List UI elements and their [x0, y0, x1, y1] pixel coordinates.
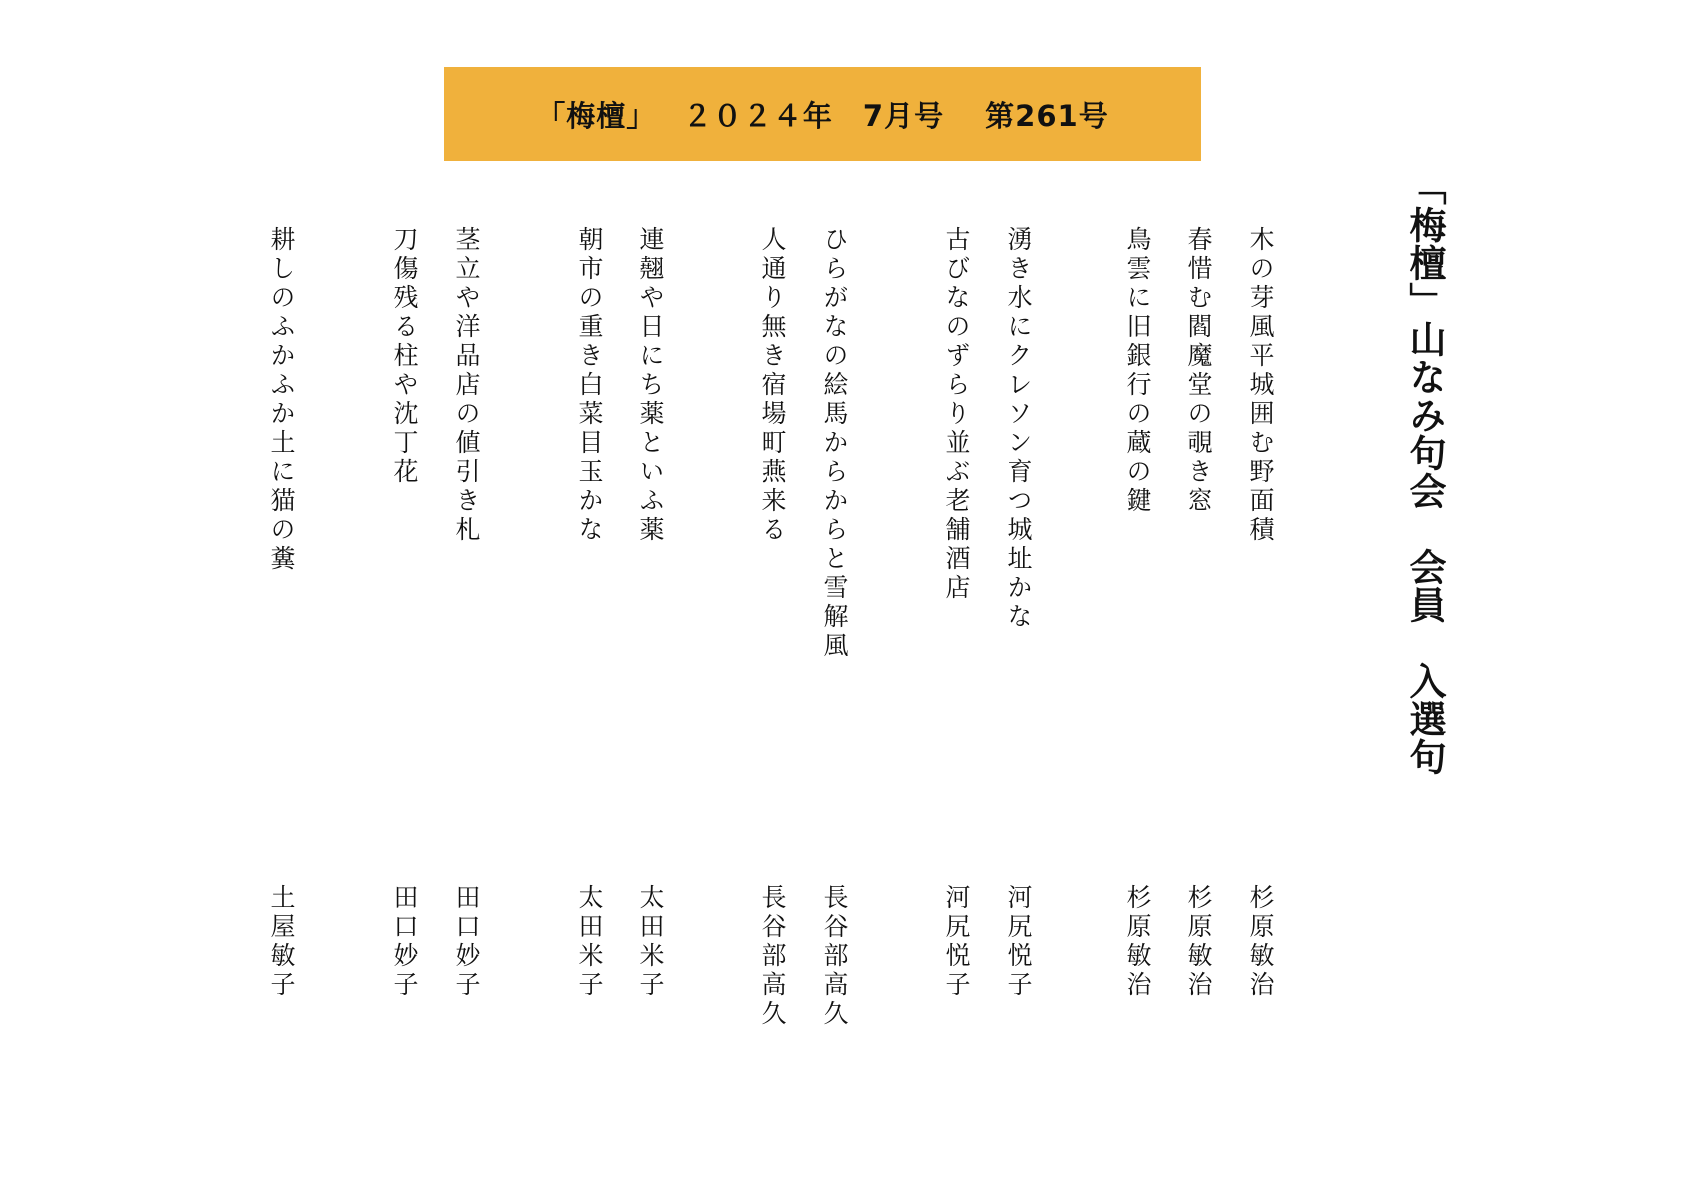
- haiku-text: ひらがなの絵馬からからと雪解風: [820, 226, 849, 661]
- haiku-author: 長谷部高久: [758, 884, 787, 1029]
- haiku-author: 太田米子: [636, 884, 665, 1000]
- haiku-text: 春惜む閻魔堂の覗き窓: [1184, 226, 1213, 516]
- page-title: 「梅檀」山なみ句会 会員 入選句: [1403, 168, 1446, 776]
- header-banner: [444, 67, 1201, 161]
- haiku-text: 刀傷残る柱や沈丁花: [390, 226, 419, 487]
- haiku-author: 土屋敏子: [267, 884, 296, 1000]
- haiku-author: 太田米子: [575, 884, 604, 1000]
- haiku-text: 耕しのふかふか土に猫の糞: [267, 226, 296, 574]
- banner-title: 「梅檀」 ２０２４年 7月号 第261号: [536, 98, 1109, 133]
- haiku-author: 杉原敏治: [1184, 884, 1213, 1000]
- haiku-author: 河尻悦子: [1004, 884, 1033, 1000]
- haiku-author: 杉原敏治: [1246, 884, 1275, 1000]
- haiku-text: 茎立や洋品店の値引き札: [452, 226, 481, 545]
- haiku-text: 連翹や日にち薬といふ薬: [636, 226, 665, 545]
- haiku-text: 湧き水にクレソン育つ城址かな: [1004, 226, 1033, 632]
- haiku-text: 朝市の重き白菜目玉かな: [575, 226, 604, 545]
- haiku-text: 木の芽風平城囲む野面積: [1246, 226, 1275, 545]
- haiku-author: 杉原敏治: [1123, 884, 1152, 1000]
- haiku-author: 河尻悦子: [942, 884, 971, 1000]
- haiku-text: 人通り無き宿場町燕来る: [758, 226, 787, 545]
- haiku-text: 古びなのずらり並ぶ老舗酒店: [942, 226, 971, 603]
- haiku-author: 田口妙子: [452, 884, 481, 1000]
- haiku-text: 鳥雲に旧銀行の蔵の鍵: [1123, 226, 1152, 516]
- haiku-author: 長谷部高久: [820, 884, 849, 1029]
- haiku-author: 田口妙子: [390, 884, 419, 1000]
